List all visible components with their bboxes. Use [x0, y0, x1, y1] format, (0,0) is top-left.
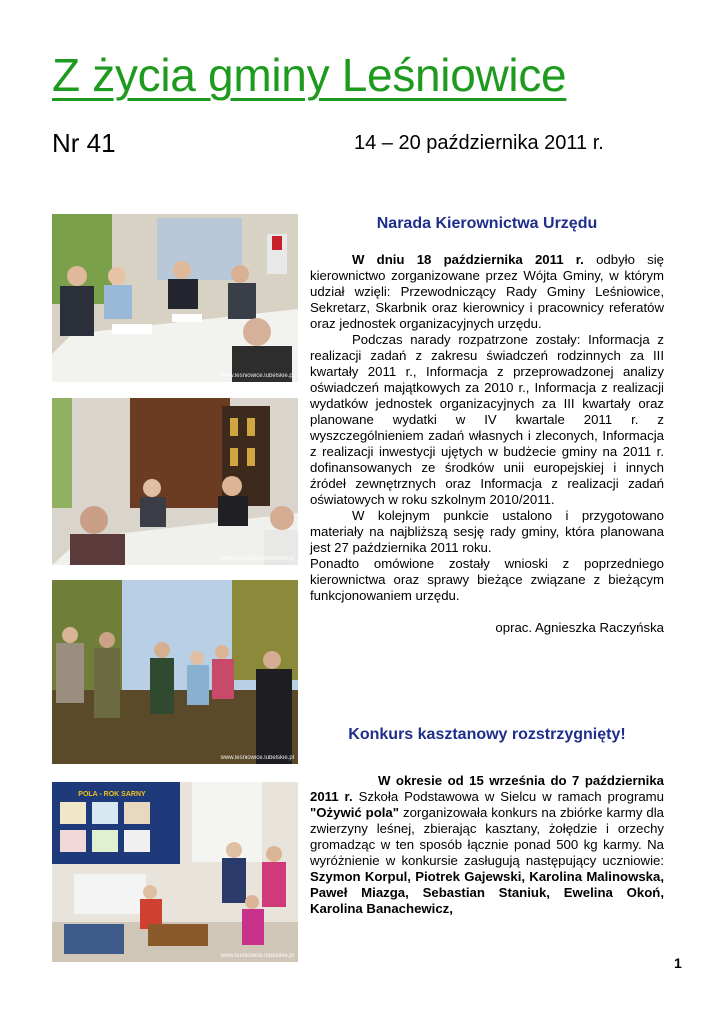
article-paragraph [310, 773, 664, 917]
paragraph-text: zorganizowała konkurs na zbiórke karmy dla zwierzyny leśnej, zbierając kasztany, żołędzie i orzechy gromadząc w ten sposób łącznie ponad 500 kg karmy. Na wyróżnienie w konkursie zasługują następujący uczniowie: [310, 805, 664, 868]
article-meeting [310, 216, 664, 636]
issue-number: Nr 41 [52, 128, 116, 158]
article-paragraph: Ponadto omówione zostały wnioski z poprzedniego kierownictwa oraz sprawy bieżące związane z bieżącym funkcjonowaniem urzędu. [310, 556, 664, 603]
lead-date: W okresie od 15 września do 7 października 2011 r. [310, 773, 664, 804]
photo-watermark: www.lesniowice.lubelskie.pl [220, 373, 294, 379]
article-author: oprac. Agnieszka Raczyńska [495, 620, 664, 635]
photo-watermark: www.lesniowice.lubelskie.pl [220, 953, 294, 959]
article-heading: Narada Kierownictwa Urzędu [376, 215, 598, 232]
article-paragraph: W kolejnym punkcie ustalono i przygotowano materiały na najbliższą sesję rady gminy, która planowana jest 27 października 2011 roku. [310, 508, 664, 555]
paragraph-text: Szkoła Podstawowa w Sielcu w ramach programu [352, 789, 664, 804]
photo-watermark: www.lesniowice.lubelskie.pl [220, 556, 294, 562]
paragraph-text: odbyło się kierownictwo zorganizowane przez Wójta Gminy, w którym udział wzięli: Przewodniczący Rady Gminy Leśniowice, Sekretarz, Skarbnik oraz kierownicy i pracownicy referatów oraz jednostek organizacyjnych urzędu. [310, 252, 665, 331]
program-name: "Ożywić pola" [310, 805, 400, 820]
school-children-photo [52, 782, 298, 962]
meeting-photo-2 [52, 398, 298, 565]
lead-date: W dniu 18 października 2011 r. [352, 252, 584, 267]
meeting-photo-1 [52, 214, 298, 382]
article-chestnut-contest [310, 727, 664, 917]
poster-text: POLA - ROK SARNY [78, 791, 146, 798]
issue-dates: 14 – 20 października 2011 r. [354, 132, 604, 154]
masthead-title: Z życia gminy Leśniowice [52, 49, 567, 101]
forest-group-photo [52, 580, 298, 764]
photo-watermark: www.lesniowice.lubelskie.pl [220, 755, 294, 761]
article-paragraph [310, 252, 664, 332]
page-number: 1 [674, 955, 682, 971]
winner-names: Szymon Korpul, Piotrek Gajewski, Karolina Malinowska, Paweł Miazga, Sebastian Staniuk, Ewelina Okoń, Karolina Banachewicz, [310, 869, 664, 916]
article-heading: Konkurs kasztanowy rozstrzygnięty! [348, 726, 626, 743]
article-paragraph: Podczas narady rozpatrzone zostały: Informacja z realizacji zadań z zakresu świadczeń rodzinnych za III kwartały 2011 r., Informacja z przeprowadzonej analizy oświadczeń majątkowych za 2010 r., Informacja z realizacji wydatków jednostek organizacyjnych za III kwartały oraz planowane wydatki w IV kwartale 2011 r. z wyszczególnieniem zadań własnych i zleconych, Informacja z realizacji inwestycji ujętych w budżecie gminy na 2011 r. dofinansowanych ze środków unii europejskiej i innych źródeł zewnętrznych oraz Informacja z realizacji zadań oświatowych w roku szkolnym 2010/2011. [310, 332, 664, 507]
